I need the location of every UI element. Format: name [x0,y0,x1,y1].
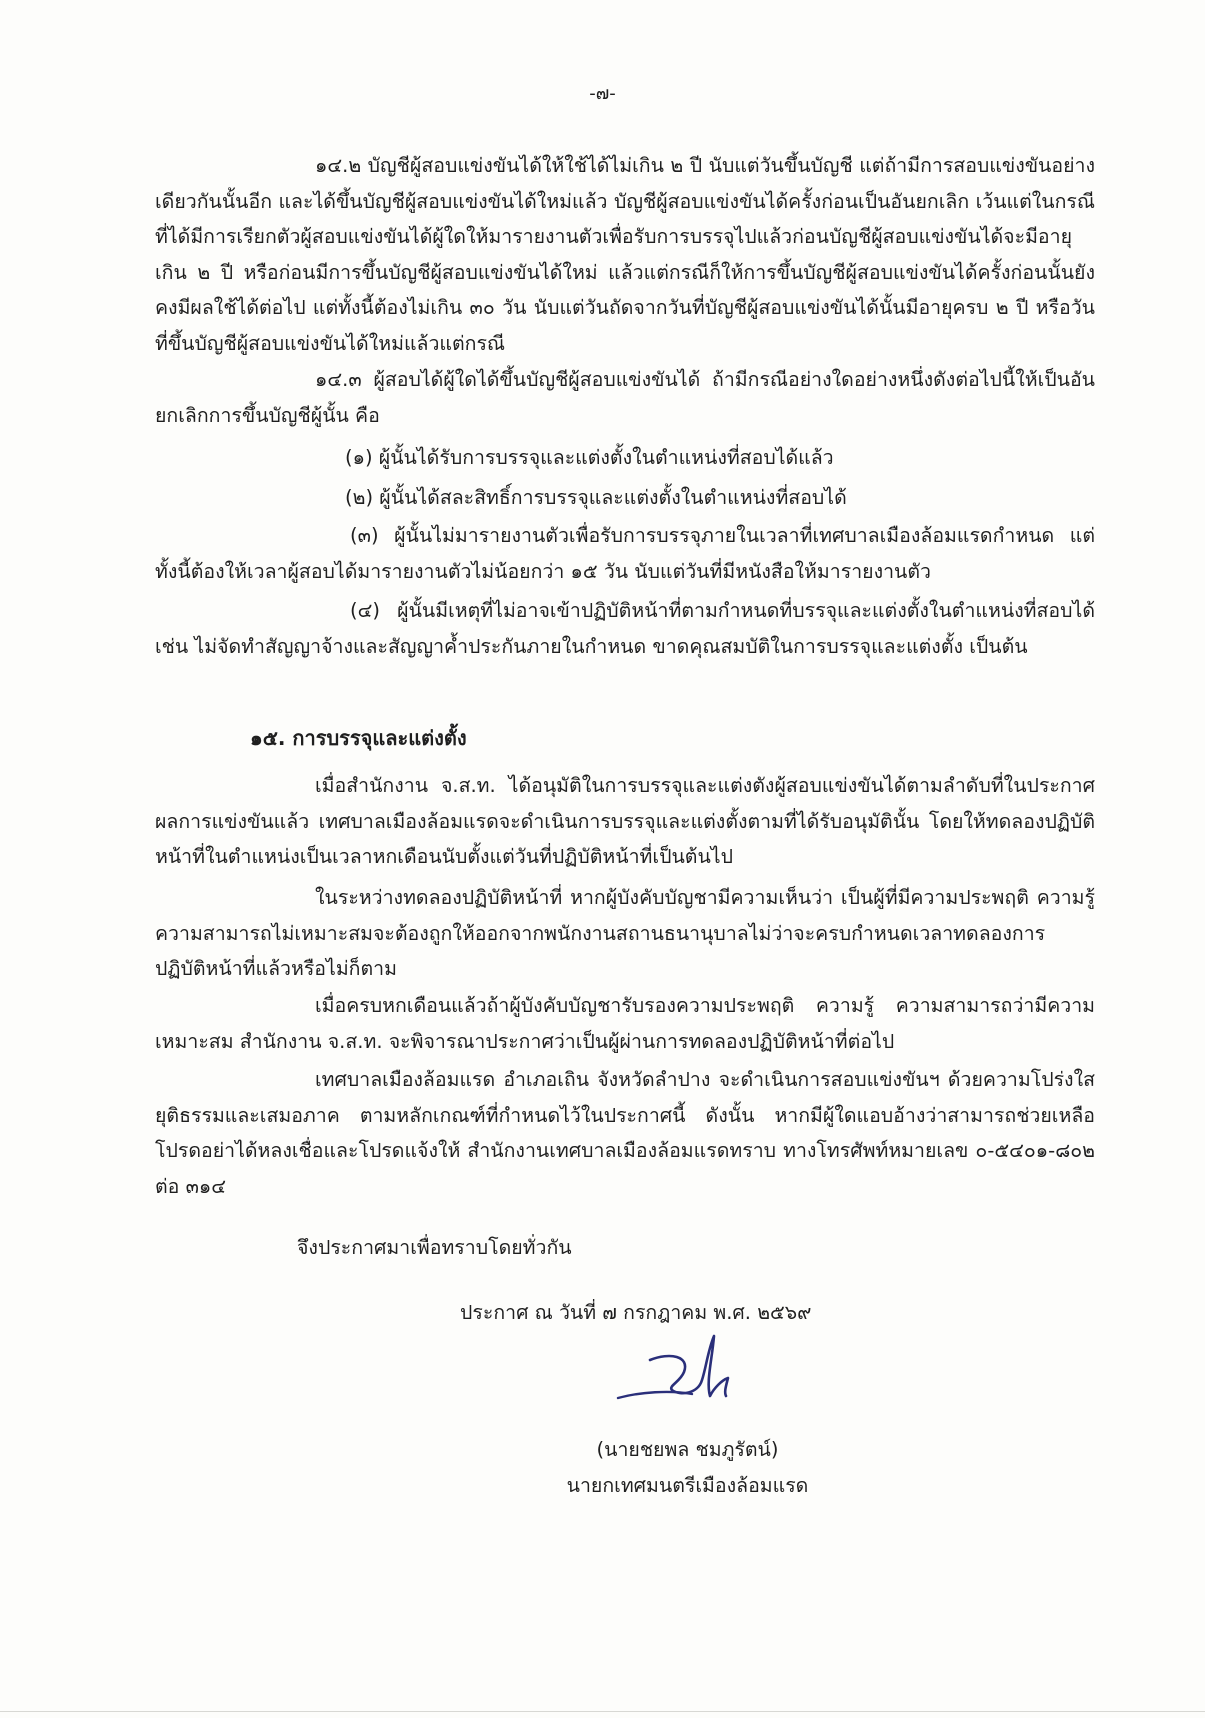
paragraph-14-3: ๑๔.๓ ผู้สอบได้ผู้ใดได้ขึ้นบัญชีผู้สอบแข่งขันได้ ถ้ามีกรณีอย่างใดอย่างหนึ่งดังต่อไปนี้ให้เป็นอันยกเลิกการขึ้นบัญชีผู้นั้น คือ [155,368,1095,427]
paragraph-15-3: เมื่อครบหกเดือนแล้วถ้าผู้บังคับบัญชารับรองความประพฤติ ความรู้ ความสามารถว่ามีความเหมาะสม สำนักงาน จ.ส.ท. จะพิจารณาประกาศว่าเป็นผู้ผ่านการทดลองปฏิบัติหน้าที่ต่อไป [155,994,1095,1053]
paragraph-15-2: ในระหว่างทดลองปฏิบัติหน้าที่ หากผู้บังคับบัญชามีความเห็นว่า เป็นผู้ที่มีความประพฤติ ความรู้ความสามารถไม่เหมาะสมจะต้องถูกให้ออกจากพนักงานสถานธนานุบาลไม่ว่าจะครบกำหนดเวลาทดลองการปฏิบัติหน้าที่แล้วหรือไม่ก็ตาม [155,886,1095,981]
list-item-1: (๑) ผู้นั้นได้รับการบรรจุและแต่งตั้งในตำแหน่งที่สอบได้แล้ว [345,446,834,469]
list-item-4: (๔) ผู้นั้นมีเหตุที่ไม่อาจเข้าปฏิบัติหน้าที่ตามกำหนดที่บรรจุและแต่งตั้งในตำแหน่งที่สอบได้ เช่น ไม่จัดทำสัญญาจ้างและสัญญาค้ำประกันภายในกำหนด ขาดคุณสมบัติในการบรรจุและแต่งตั้ง เป็นต้น [155,599,1095,658]
signer-name: (นายชยพล ชมภูรัตน์) [596,1438,779,1461]
list-item-2: (๒) ผู้นั้นได้สละสิทธิ์การบรรจุและแต่งตั้งในตำแหน่งที่สอบได้ [345,486,847,509]
signer-position: นายกเทศมนตรีเมืองล้อมแรด [566,1474,809,1497]
closing-statement: จึงประกาศมาเพื่อทราบโดยทั่วกัน [297,1236,572,1259]
section-heading-15: ๑๕. การบรรจุและแต่งตั้ง [250,726,467,750]
handwritten-signature [610,1330,760,1430]
paragraph-14-2: ๑๔.๒ บัญชีผู้สอบแข่งขันได้ให้ใช้ได้ไม่เกิน ๒ ปี นับแต่วันขึ้นบัญชี แต่ถ้ามีการสอบแข่งขันอย่างเดียวกันนั้นอีก และได้ขึ้นบัญชีผู้สอบแข่งขันได้ใหม่แล้ว บัญชีผู้สอบแข่งขันได้ครั้งก่อนเป็นอันยกเลิก เว้นแต่ในกรณีที่ได้มีการเรียกตัวผู้สอบแข่งขันได้ผู้ใดให้มารายงานตัวเพื่อรับการบรรจุไปแล้วก่อนบัญชีผู้สอบแข่งขันได้จะมีอายุเกิน ๒ ปี หรือก่อนมีการขึ้นบัญชีผู้สอบแข่งขันได้ใหม่ แล้วแต่กรณีก็ให้การขึ้นบัญชีผู้สอบแข่งขันได้ครั้งก่อนนั้นยังคงมีผลใช้ได้ต่อไป แต่ทั้งนี้ต้องไม่เกิน ๓๐ วัน นับแต่วันถัดจากวันที่บัญชีผู้สอบแข่งขันได้นั้นมีอายุครบ ๒ ปี หรือวันที่ขึ้นบัญชีผู้สอบแข่งขันได้ใหม่แล้วแต่กรณี [155,154,1095,355]
paragraph-15-1: เมื่อสำนักงาน จ.ส.ท. ได้อนุมัติในการบรรจุและแต่งตังผู้สอบแข่งขันได้ตามลำดับที่ในประกาศผลการแข่งขันแล้ว เทศบาลเมืองล้อมแรดจะดำเนินการบรรจุและแต่งตั้งตามที่ได้รับอนุมัตินั้น โดยให้ทดลองปฏิบัติหน้าที่ในตำแหน่งเป็นเวลาหกเดือนนับตั้งแต่วันที่ปฏิบัติหน้าที่เป็นต้นไป [155,774,1095,869]
paragraph-15-4: เทศบาลเมืองล้อมแรด อำเภอเถิน จังหวัดลำปาง จะดำเนินการสอบแข่งขันฯ ด้วยความโปร่งใส ยุติธรรมและเสมอภาค ตามหลักเกณฑ์ที่กำหนดไว้ในประกาศนี้ ดังนั้น หากมีผู้ใดแอบอ้างว่าสามารถช่วยเหลือ โปรดอย่าได้หลงเชื่อและโปรดแจ้งให้ สำนักงานเทศบาลเมืองล้อมแรดทราบ ทางโทรศัพท์หมายเลข ๐-๕๔๐๑-๘๐๒ ต่อ ๓๑๔ [155,1068,1095,1198]
page-bottom-edge [0,1711,1205,1712]
list-item-3: (๓) ผู้นั้นไม่มารายงานตัวเพื่อรับการบรรจุภายในเวลาที่เทศบาลเมืองล้อมแรดกำหนด แต่ทั้งนี้ต้องให้เวลาผู้สอบได้มารายงานตัวไม่น้อยกว่า ๑๕ วัน นับแต่วันที่มีหนังสือให้มารายงานตัว [155,524,1095,583]
announcement-date: ประกาศ ณ วันที่ ๗ กรกฎาคม พ.ศ. ๒๕๖๙ [460,1301,812,1324]
page-number: -๗- [589,83,616,104]
